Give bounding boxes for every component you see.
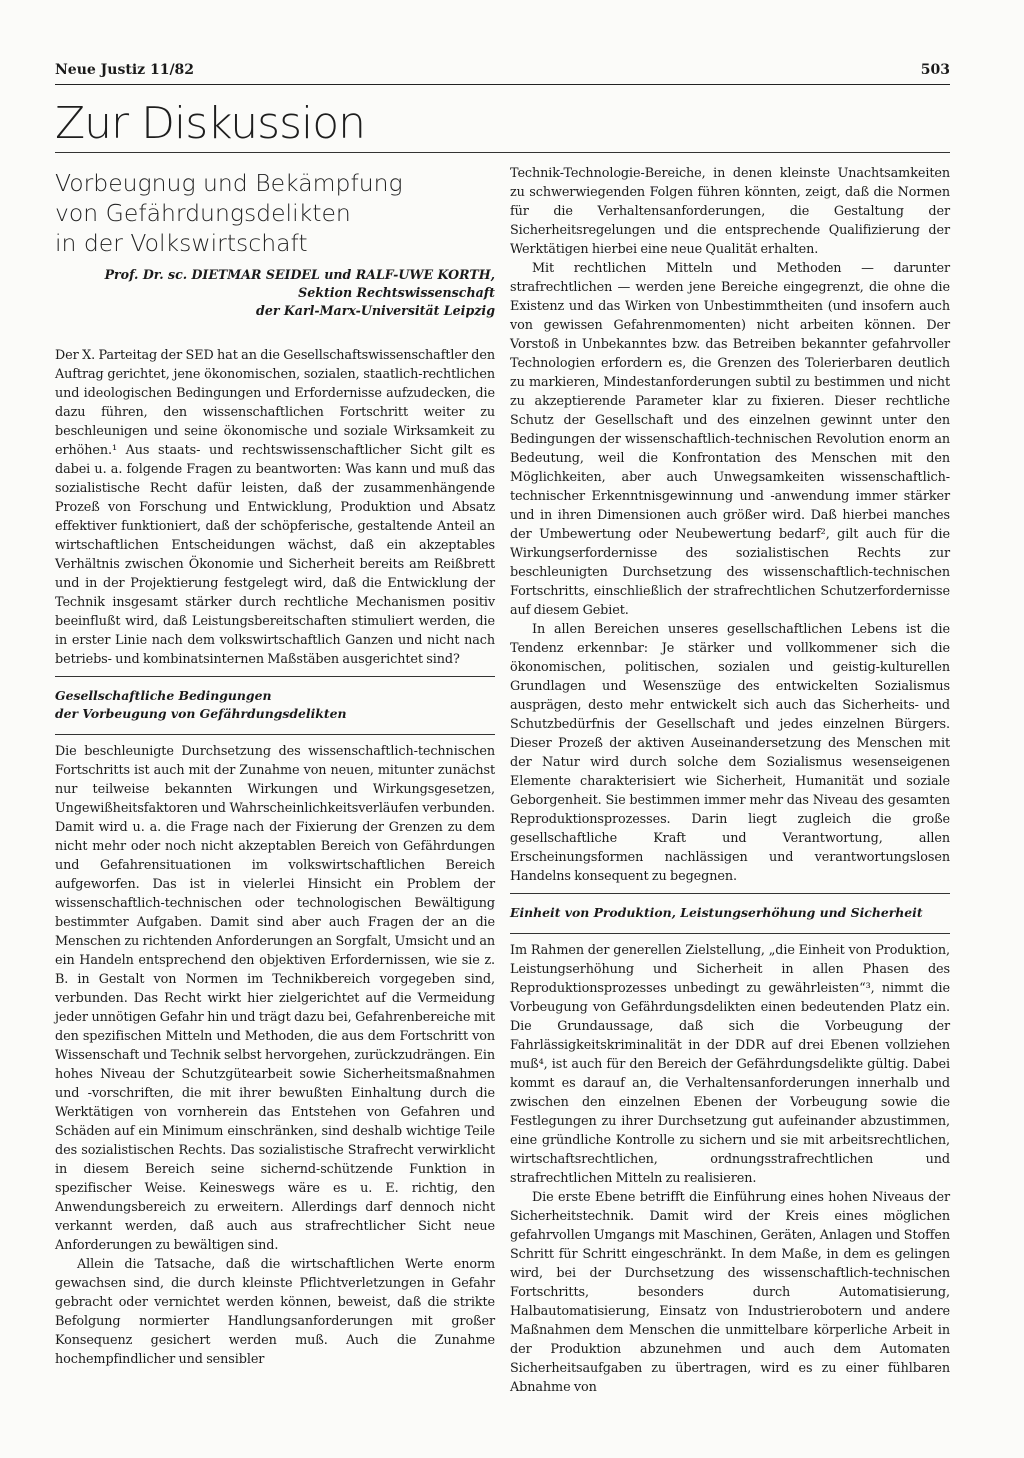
right-column [510, 164, 950, 1397]
section-title: Zur Diskussion [55, 98, 366, 149]
divider [55, 676, 495, 677]
left-column [55, 164, 495, 1369]
author-byline [55, 266, 495, 320]
author-line: der Karl-Marx-Universität Leipzig [256, 303, 495, 318]
body-paragraph: Mit rechtlichen Mitteln und Methoden — darunter strafrechtlichen — werden jene Bereiche eingegrenzt, die ohne die Existenz und das Wirken von Unbestimmtheiten (und insofern auch von gewissen Gefahrenmomenten) nicht arbeiten können. Der Vorstoß in Unbekanntes bzw. das Betreiben bekannter gefahrvoller Technologien erfordern es, die Grenzen des Tolerierbaren deutlich zu markieren, Mindestanforderungen subtil zu bestimmen und nicht zu akzeptierende Parameter klar zu fixieren. Dieser rechtliche Schutz der Gesellschaft und des einzelnen gewinnt unter den Bedingungen der wissenschaftlich-technischen Revolution enorm an Bedeutung, weil die Konfrontation des Menschen mit den Möglichkeiten, aber auch Unwegsamkeiten wissenschaftlich-technischer Erkenntnisgewinnung und -anwendung immer stärker und in ihren Dimensionen auch größer wird. Daß hierbei manches der Umbewertung oder Neubewertung bedarf², gilt auch für die Wirkungserfordernisse des sozialistischen Rechts zur beschleunigten Durchsetzung des wissenschaftlich-technischen Fortschritts, einschließlich der strafrechtlichen Schutzerfordernisse auf diesem Gebiet. [510, 261, 950, 618]
body-paragraph: Technik-Technologie-Bereiche, in denen kleinste Unachtsamkeiten zu schwerwiegenden Folgen führen könnten, zeigt, daß die Normen für die Verhaltensanforderungen, die Gestaltung der Sicherheitsregelungen und die entsprechende Qualifizierung der Werktätigen hierbei eine neue Qualität erhalten. [510, 166, 950, 257]
divider [510, 933, 950, 934]
body-paragraph: Die erste Ebene betrifft die Einführung eines hohen Niveaus der Sicherheitstechnik. Damit wird der Kreis eines möglichen gefahrvollen Umgangs mit Maschinen, Geräten, Anlagen und Stoffen Schritt für Schritt eingeschränkt. In dem Maße, in dem es gelingen wird, bei der Durchsetzung des wissenschaftlich-technischen Fortschritts, besonders durch Automatisierung, Halbautomatisierung, Einsatz von Industrierobotern und andere Maßnahmen dem Menschen die unmittelbare körperliche Arbeit in der Produktion abzunehmen und auch dem Automaten Sicherheitsaufgaben zu übertragen, wird es zu einer fühlbaren Abnahme von [510, 1190, 950, 1395]
page-number: 503 [920, 62, 950, 78]
subheading-line: der Vorbeugung von Gefährdungsdelikten [55, 706, 347, 721]
author-line: Sektion Rechtswissenschaft [298, 285, 495, 300]
journal-issue: Neue Justiz 11/82 [55, 62, 195, 78]
running-header [55, 62, 950, 84]
header-rule [55, 84, 950, 85]
section-title-rule [55, 152, 950, 153]
article-title-line: Vorbeugnug und Bekämpfung [55, 169, 403, 197]
divider [55, 734, 495, 735]
subheading-line: Gesellschaftliche Bedingungen [55, 688, 272, 703]
body-paragraph: Die beschleunigte Durchsetzung des wissenschaftlich-technischen Fortschritts ist auch mit der Zunahme von neuen, mitunter zunächst nur teilweise bekannten Wirkungen und Wirkungsgesetzen, Ungewißheitsfaktoren und Wahrscheinlichkeitsverläufen verbunden. Damit wird u. a. die Frage nach der Fixierung der Grenzen zu dem nicht mehr oder noch nicht akzeptablen Bereich von Gefährdungen und Gefahrensituationen im volkswirtschaftlichen Bereich aufgeworfen. Das ist in vielerlei Hinsicht ein Problem der wissenschaftlich-technischen oder technologischen Bewältigung bestimmter Aufgaben. Damit sind aber auch Fragen der an die Menschen zu richtenden Anforderungen an Sorgfalt, Umsicht und an ein Handeln entsprechend den objektiven Erfordernissen, wie sie z. B. in Gestalt von Normen im Technikbereich vorgegeben sind, verbunden. Das Recht wirkt hier zielgerichtet auf die Vermeidung jeder unnötigen Gefahr hin und trägt dazu bei, Gefahrenbereiche mit den spezifischen Mitteln und Methoden, die aus dem Fortschritt von Wissenschaft und Technik selbst hervorgehen, zurückzudrängen. Ein hohes Niveau der Schutzgütearbeit sowie Sicherheitsmaßnahmen und -vorschriften, die mit ihrer bewußten Einhaltung durch die Werktätigen von vornherein das Entstehen von Gefahren und Schäden auf ein Minimum einschränken, sind deshalb wichtige Teile des sozialistischen Rechts. Das sozialistische Strafrecht verwirklicht in diesem Bereich seine sichernd-schützende Funktion in spezifischer Weise. Keineswegs wäre es u. E. richtig, den Anwendungsbereich zu erweitern. Allerdings darf dennoch nicht verkannt werden, daß auch aus strafrechtlicher Sicht neue Anforderungen zu bewältigen sind. [55, 744, 495, 1253]
divider [510, 893, 950, 894]
author-line: Prof. Dr. sc. DIETMAR SEIDEL und RALF-UWE KORTH, [104, 267, 495, 282]
body-paragraph: Im Rahmen der generellen Zielstellung, „die Einheit von Produktion, Leistungserhöhung und Sicherheit in allen Phasen des Reproduktionsprozesses unbedingt zu gewährleisten“³, nimmt die Vorbeugung von Gefährdungsdelikten einen bedeutenden Platz ein. Die Grundaussage, daß sich die Vorbeugung der Fahrlässigkeitskriminalität in der DDR auf drei Ebenen vollziehen muß⁴, ist auch für den Bereich der Gefährdungsdelikte gültig. Dabei kommt es darauf an, die Verhaltensanforderungen innerhalb und zwischen den einzelnen Ebenen der Vorbeugung sowie die Festlegungen zu ihrer Durchsetzung gut aufeinander abzustimmen, eine gründliche Kontrolle zu sichern und sie mit arbeitsrechtlichen, wirtschaftsrechtlichen, ordnungsstrafrechtlichen und strafrechtlichen Mitteln zu realisieren. [510, 943, 950, 1186]
article-title-line: von Gefährdungsdelikten [55, 199, 351, 227]
subheading-unity: Einheit von Produktion, Leistungserhöhung und Sicherheit [510, 905, 923, 920]
article-title [55, 168, 495, 258]
intro-paragraph: Der X. Parteitag der SED hat an die Gesellschaftswissenschaftler den Auftrag gerichtet, jene ökonomischen, sozialen, staatlich-rechtlichen und ideologischen Bedingungen und Erfordernisse aufzudecken, die dazu führen, den wissenschaftlichen Fortschritt weiter zu beschleunigen und seine ökonomische und soziale Wirksamkeit zu erhöhen.¹ Aus staats- und rechtswissenschaftlicher Sicht gilt es dabei u. a. folgende Fragen zu beantworten: Was kann und muß das sozialistische Recht dafür leisten, daß der zusammenhängende Prozeß von Forschung und Entwicklung, Produktion und Absatz effektiver funktioniert, daß der schöpferische, gestaltende Anteil an wirtschaftlichen Entscheidungen wächst, daß ein akzeptables Verhältnis zwischen Ökonomie und Sicherheit bereits am Reißbrett und in der Projektierung festgelegt wird, daß die Entwicklung der Technik insgesamt stärker durch rechtliche Mechanismen positiv beeinflußt wird, daß Leistungsbereitschaften stimuliert werden, die in erster Linie nach dem volkswirtschaftlich Ganzen und nicht nach betriebs- und kombinatsinternen Maßstäben ausgerichtet sind? [55, 348, 495, 667]
body-paragraph: Allein die Tatsache, daß die wirtschaftlichen Werte enorm gewachsen sind, die durch kleinste Pflichtverletzungen in Gefahr gebracht oder vernichtet werden können, beweist, daß die strikte Befolgung normierter Handlungsanforderungen mit großer Konsequenz gesichert werden muß. Auch die Zunahme hochempfindlicher und sensibler [55, 1257, 495, 1367]
article-title-line: in der Volkswirtschaft [55, 229, 308, 257]
subheading-social-conditions [55, 684, 495, 727]
body-paragraph: In allen Bereichen unseres gesellschaftlichen Lebens ist die Tendenz erkennbar: Je stärker und vollkommener sich die ökonomischen, politischen, sozialen und geistig-kulturellen Grundlagen und Wesenszüge des entwickelten Sozialismus ausprägen, desto mehr entwickelt sich auch das Sicherheits- und Schutzbedürfnis der Gesellschaft und jedes einzelnen Bürgers. Dieser Prozeß der aktiven Auseinandersetzung des Menschen mit der Natur wird durch solche dem Sozialismus wesenseigenen Elemente charakterisiert wie Sicherheit, Humanität und soziale Geborgenheit. Sie bestimmen immer mehr das Niveau des gesamten Reproduktionsprozesses. Darin liegt zugleich die große gesellschaftliche Kraft und Verantwortung, allen Erscheinungsformen nachlässigen und verantwortungslosen Handelns konsequent zu begegnen. [510, 622, 950, 884]
